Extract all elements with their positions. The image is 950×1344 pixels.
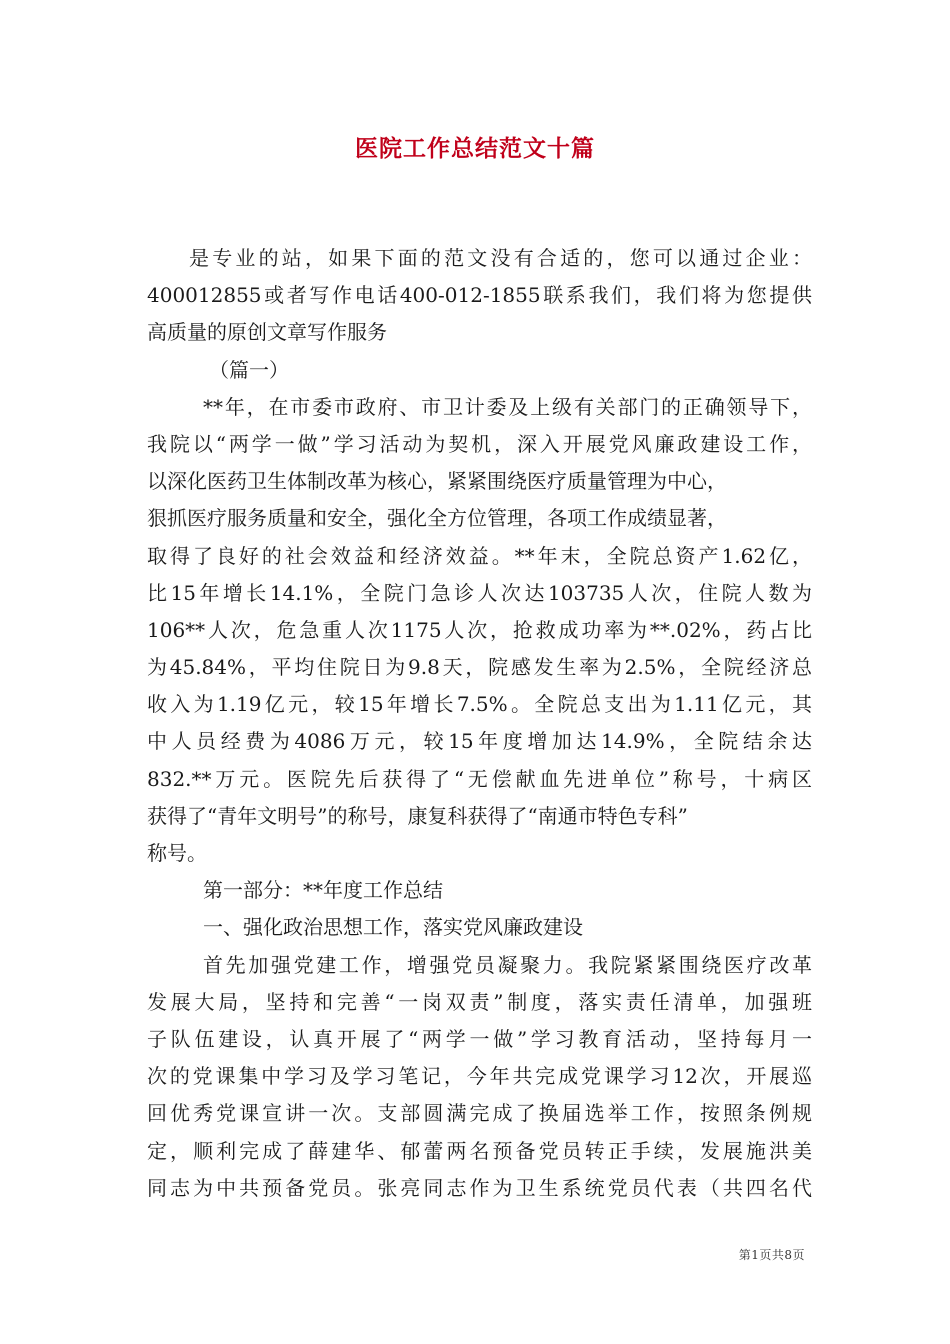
- section-heading: 第一部分：**年度工作总结: [203, 878, 443, 903]
- paragraph-line: **年，在市委市政府、市卫计委及上级有关部门的正确领导下，: [203, 394, 812, 419]
- paragraph-line: 取得了良好的社会效益和经济效益。**年末，全院总资产1.62亿，: [147, 543, 812, 568]
- paragraph-line: 同志为中共预备党员。张亮同志作为卫生系统党员代表（共四名代: [147, 1175, 812, 1200]
- paragraph-line: 首先加强党建工作，增强党员凝聚力。我院紧紧围绕医疗改革: [203, 952, 812, 977]
- paragraph-line: 高质量的原创文章写作服务: [147, 320, 387, 345]
- paragraph-line: 为45.84%，平均住院日为9.8天，院感发生率为2.5%，全院经济总: [147, 655, 812, 680]
- paragraph-line: 400012855或者写作电话400-012-1855联系我们，我们将为您提供: [147, 283, 812, 308]
- paragraph-line: 定，顺利完成了薛建华、郁蕾两名预备党员转正手续，发展施洪美: [147, 1138, 812, 1163]
- document-title: 医院工作总结范文十篇: [355, 135, 595, 162]
- paragraph-line: 以深化医药卫生体制改革为核心，紧紧围绕医疗质量管理为中心，: [147, 469, 727, 494]
- paragraph-line: 收入为1.19亿元，较15年增长7.5%。全院总支出为1.11亿元，其: [147, 692, 812, 717]
- paragraph-line: 我院以“两学一做”学习活动为契机，深入开展党风廉政建设工作，: [147, 431, 812, 456]
- paragraph-line: 回优秀党课宣讲一次。支部圆满完成了换届选举工作，按照条例规: [147, 1101, 812, 1126]
- page-number-footer: 第1页共8页: [738, 1248, 805, 1262]
- document-body: [147, 240, 812, 1207]
- paragraph-line: 106**人次，危急重人次1175人次，抢救成功率为**.02%，药占比: [147, 617, 812, 642]
- paragraph-line: 832.**万元。医院先后获得了“无偿献血先进单位”称号，十病区: [147, 766, 812, 791]
- section-heading: 一、强化政治思想工作，落实党风廉政建设: [203, 915, 583, 940]
- paragraph-line: 次的党课集中学习及学习笔记，今年共完成党课学习12次，开展巡: [147, 1064, 812, 1089]
- paragraph-line: 发展大局，坚持和完善“一岗双责”制度，落实责任清单，加强班: [147, 989, 812, 1014]
- paragraph-line: 称号。: [147, 841, 207, 865]
- paragraph-line: 比15年增长14.1%，全院门急诊人次达103735人次，住院人数为: [147, 580, 812, 605]
- paragraph-line: 获得了“青年文明号”的称号，康复科获得了“南通市特色专科”: [147, 803, 688, 828]
- paragraph-line: 中人员经费为4086万元，较15年度增加达14.9%，全院结余达: [147, 729, 812, 754]
- paragraph-line: 子队伍建设，认真开展了“两学一做”学习教育活动，坚持每月一: [147, 1026, 812, 1051]
- section-label: （篇一）: [209, 357, 289, 382]
- paragraph-line: 狠抓医疗服务质量和安全，强化全方位管理，各项工作成绩显著，: [147, 506, 727, 531]
- paragraph-line: 是专业的站，如果下面的范文没有合适的，您可以通过企业：: [189, 246, 812, 270]
